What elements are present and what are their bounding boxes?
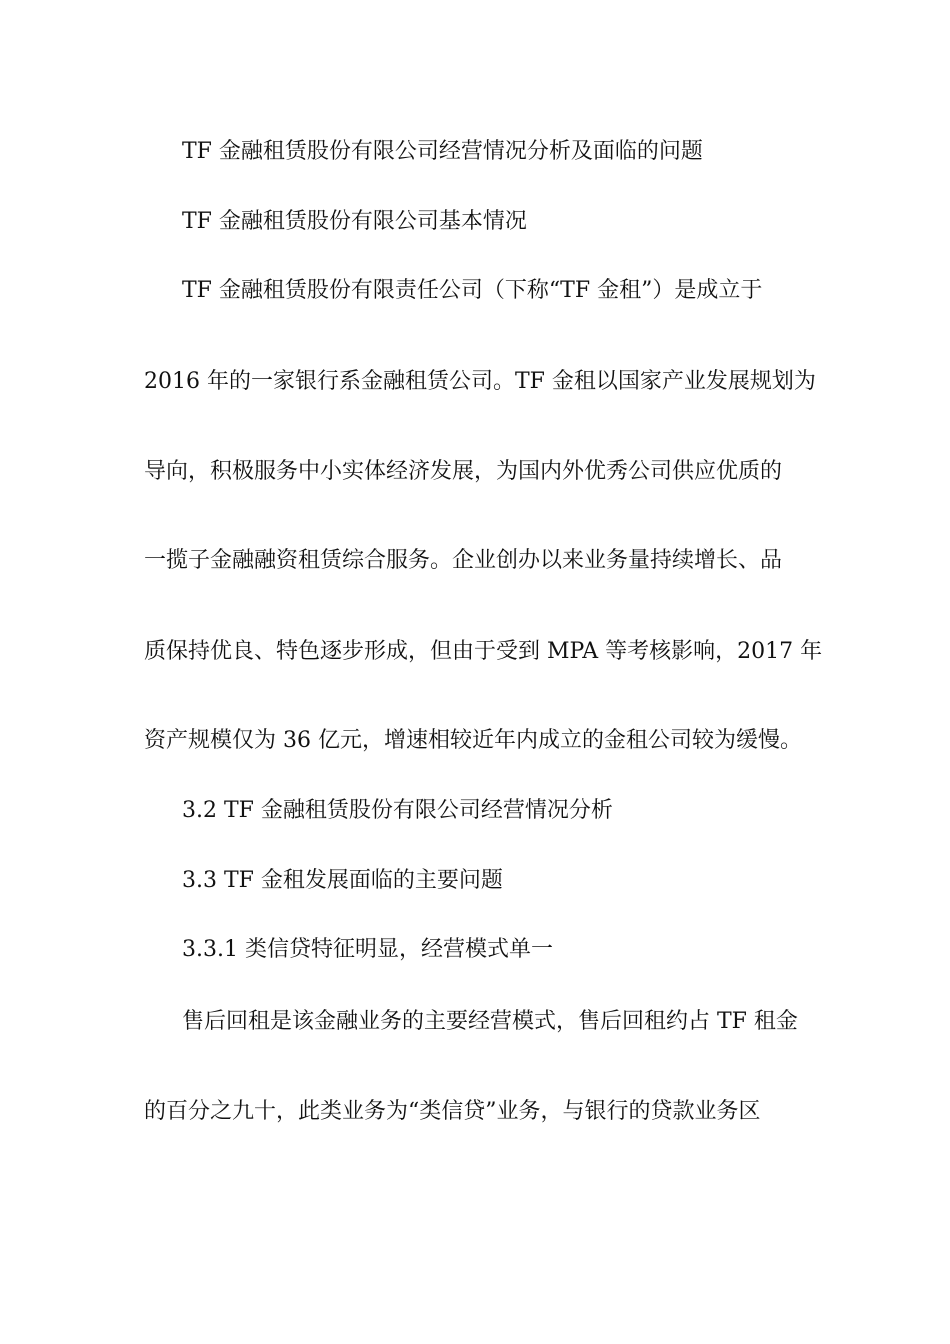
subsection-heading-3-3: 3.3 TF 金租发展面临的主要问题 <box>182 868 503 893</box>
subsection-heading-3-3-1: 3.3.1 类信贷特征明显，经营模式单一 <box>182 937 553 962</box>
paragraph-line: 售后回租是该金融业务的主要经营模式，售后回租约占 TF 租金 <box>182 1009 798 1034</box>
paragraph-line: TF 金融租赁股份有限责任公司（下称“TF 金租”）是成立于 <box>182 278 763 303</box>
paragraph-line: 质保持优良、特色逐步形成，但由于受到 MPA 等考核影响，2017 年 <box>144 639 823 664</box>
subsection-heading-3-2: 3.2 TF 金融租赁股份有限公司经营情况分析 <box>182 798 613 823</box>
paragraph-line: 的百分之九十，此类业务为“类信贷”业务，与银行的贷款业务区 <box>144 1099 761 1124</box>
section-heading-analysis: TF 金融租赁股份有限公司经营情况分析及面临的问题 <box>182 139 703 164</box>
paragraph-line: 2016 年的一家银行系金融租赁公司。TF 金租以国家产业发展规划为 <box>144 369 816 394</box>
subsection-heading-basic-info: TF 金融租赁股份有限公司基本情况 <box>182 209 527 234</box>
paragraph-line: 资产规模仅为 36 亿元，增速相较近年内成立的金租公司较为缓慢。 <box>144 728 802 753</box>
paragraph-line: 一揽子金融融资租赁综合服务。企业创办以来业务量持续增长、品 <box>144 548 783 573</box>
paragraph-line: 导向，积极服务中小实体经济发展，为国内外优秀公司供应优质的 <box>144 459 783 484</box>
